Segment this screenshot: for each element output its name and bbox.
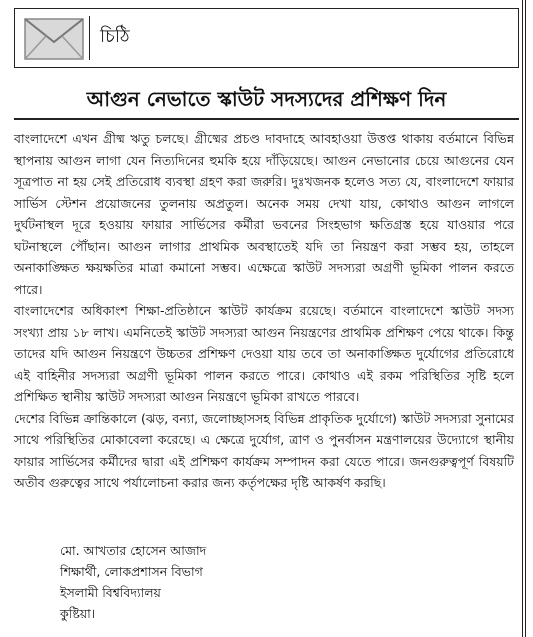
column-rule <box>522 0 526 637</box>
paragraph: দেশের বিভিন্ন ক্রান্তিকালে (ঝড়, বন্যা, জলোচ্ছাসসহ বিভিন্ন প্রাকৃতিক দুর্যোগে) স্কাউট সদস্যরা সুনামের সাথে পরিস্থিতির মোকাবেলা করেছে। এ ক্ষেত্রে দুর্যোগ, ত্রাণ ও পুনর্বাসন মন্ত্রণালয়ের উদ্যোগে স্থানীয় ফায়ার সার্ভিসের কর্মীদের দ্বারা এই প্রশিক্ষণ কার্যক্রম সম্পাদন করা যেতে পারে। জনগুরুত্বপূর্ণ বিষয়টি অতীব গুরুত্বের সাথে পর্যালোচনা করার জন্য কর্তৃপক্ষের দৃষ্টি আকর্ষণ করছি। <box>14 410 514 490</box>
header-divider <box>89 16 90 60</box>
envelope-icon <box>24 18 84 60</box>
paragraph: বাংলাদেশের অধিকাংশ শিক্ষা-প্রতিষ্ঠানে স্কাউট কার্যক্রম রয়েছে। বর্তমানে বাংলাদেশে স্কাউট সদস্য সংখ্যা প্রায় ১৮ লাখ। এমনিতেই স্কাউট সদস্যরা আগুন নিয়ন্ত্রণের প্রাথমিক প্রশিক্ষণ পেয়ে থাকে। কিন্তু তাদের যদি আগুন নিয়ন্ত্রণে উচ্চতর প্রশিক্ষণ দেওয়া যায় তবে তা অনাকাঙ্ক্ষিত দুর্যোগের প্রতিরোধে এই বাহিনীর সদস্যরা অগ্রণী ভূমিকা পালন করতে পারে। কোথাও এই রকম পরিস্থিতির সৃষ্টি হলে প্রশিক্ষিত স্থানীয় স্কাউট সদস্যরা আগুন নিয়ন্ত্রণে ভূমিকা রাখতে পারবে। <box>14 303 514 404</box>
signature-block <box>60 540 206 624</box>
letter-body <box>14 128 514 494</box>
author-place: কুষ্টিয়া। <box>60 606 96 621</box>
author-institution: ইসলামী বিশ্ববিদ্যালয় <box>60 585 161 600</box>
letter-headline: আগুন নেভাতে স্কাউট সদস্যদের প্রশিক্ষণ দিন <box>14 84 519 120</box>
author-name: মো. আখতার হোসেন আজাদ <box>60 543 207 558</box>
paragraph: বাংলাদেশে এখন গ্রীষ্ম ঋতু চলছে। গ্রীষ্মের প্রচণ্ড দাবদাহে আবহাওয়া উত্তপ্ত থাকায় বর্তমানে বিভিন্ন স্থাপনায় আগুন লাগা যেন নিত্যদিনের হুমকি হয়ে দাঁড়িয়েছে। আগুন নেভানোর চেয়ে আগুনের যেন সূত্রপাত না হয় সেই প্রতিরোধ ব্যবস্থা গ্রহণ করা জরুরি। দুঃখজনক হলেও সত্য যে, বাংলাদেশে ফায়ার সার্ভিস স্টেশন প্রয়োজনের তুলনায় অপ্রতুল। অনেক সময় দেখা যায়, কোথাও আগুন লাগলে দুর্ঘটনাস্থল দূরে হওয়ায় ফায়ার সার্ভিসের কর্মীরা ভবনের সিংহভাগ ক্ষতিগ্রস্ত হয়ে যাওয়ার পরে ঘটনাস্থলে পৌঁছান। আগুন লাগার প্রাথমিক অবস্থাতেই যদি তা নিয়ন্ত্রণ করা সম্ভব হয়, তাহলে অনাকাঙ্ক্ষিত ক্ষয়ক্ষতির মাত্রা কমানো সম্ভব। এক্ষেত্রে স্কাউট সদস্যরা অগ্রণী ভূমিকা পালন করতে পারে। <box>14 131 514 297</box>
author-role: শিক্ষার্থী, লোকপ্রশাসন বিভাগ <box>60 564 203 579</box>
section-title: চিঠি <box>100 26 130 47</box>
